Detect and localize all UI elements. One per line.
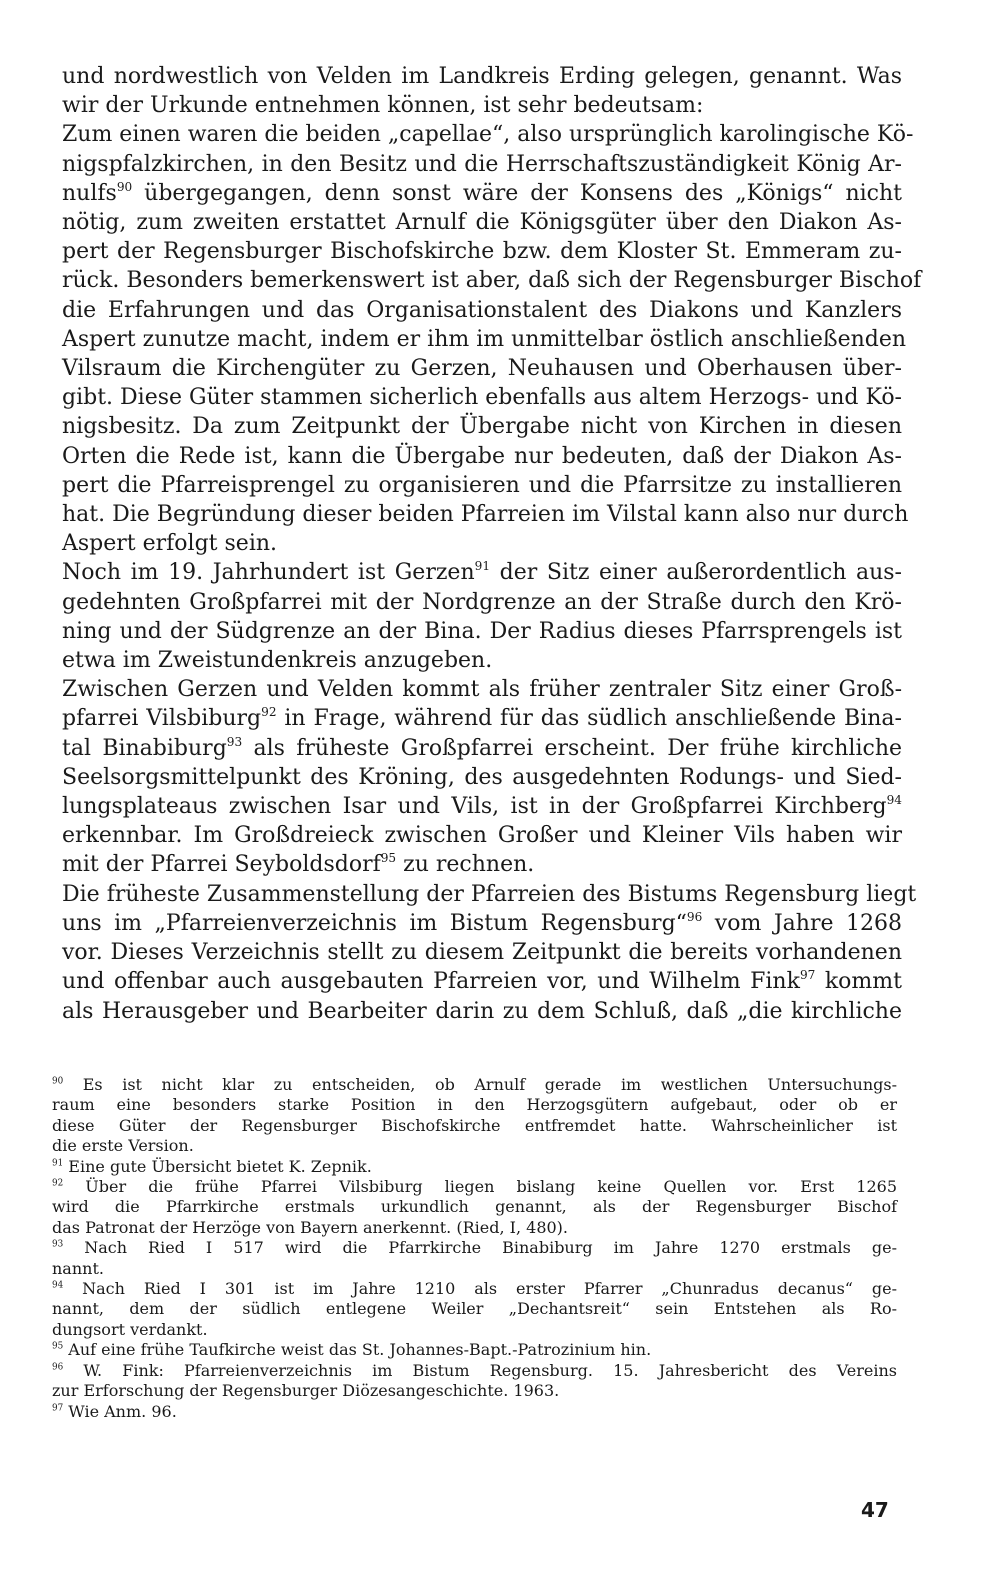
page-number: 47 — [861, 1498, 889, 1522]
footnote-93: $^{93}$ Nach Ried I 517 wird die Pfarrkirche Binabiburg im Jahre 1270 erstmals ge- — [52, 1238, 897, 1258]
footnote-97: $^{97}$ Wie Anm. 96. — [52, 1401, 177, 1421]
text-line: und nordwestlich von Velden im Landkreis Erding gelegen, genannt. Was — [62, 64, 902, 89]
text-line: gibt. Diese Güter stammen sicherlich ebenfalls aus altem Herzogs- und Kö- — [62, 385, 902, 411]
text-line: ning und der Südgrenze an der Bina. Der Radius dieses Pfarrsprengels ist — [62, 618, 902, 644]
main-text — [62, 62, 922, 1026]
text-line: Zum einen waren die beiden „capellae“, also ursprünglich karolingische Kö- — [62, 122, 914, 148]
text-line: Seelsorgsmittelpunkt des Kröning, des ausgedehnten Rodungs- und Sied- — [62, 764, 902, 790]
footnote-line: die erste Version. — [52, 1136, 194, 1156]
text-line: Vilsraum die Kirchengüter zu Gerzen, Neuhausen und Oberhausen über- — [62, 356, 902, 382]
footnote-92: $^{92}$ Über die frühe Pfarrei Vilsbiburg liegen bislang keine Quellen vor. Erst 1265 — [52, 1177, 897, 1197]
text-line: erkennbar. Im Großdreieck zwischen Großer und Kleiner Vils haben wir — [62, 823, 902, 849]
footnote-line: zur Erforschung der Regensburger Diözesangeschichte. 1963. — [52, 1381, 560, 1401]
footnote-90: $^{90}$ Es ist nicht klar zu entscheiden, ob Arnulf gerade im westlichen Untersuchungs- — [52, 1075, 897, 1094]
text-line: und offenbar auch ausgebauten Pfarreien vor, und Wilhelm Fink$^{97}$ kommt — [62, 968, 902, 995]
text-line: mit der Pfarrei Seyboldsdorf$^{95}$ zu rechnen. — [62, 851, 535, 878]
text-line: Aspert zunutze macht, indem er ihm im unmittelbar östlich anschließenden — [62, 326, 907, 352]
text-line: pfarrei Vilsbiburg$^{92}$ in Frage, während für das südlich anschließende Bina- — [62, 705, 902, 732]
text-line: vor. Dieses Verzeichnis stellt zu diesem Zeitpunkt die bereits vorhandenen — [62, 940, 902, 966]
text-line: Die früheste Zusammenstellung der Pfarreien des Bistums Regensburg liegt — [62, 881, 917, 907]
footnote-ref-93: 93 — [226, 734, 243, 749]
text-line: uns im „Pfarreienverzeichnis im Bistum Regensburg“$^{96}$ vom Jahre 1268 — [62, 909, 902, 936]
footnote-ref-96: 96 — [686, 909, 703, 924]
footnote-94: $^{94}$ Nach Ried I 301 ist im Jahre 1210 als erster Pfarrer „Chunradus decanus“ ge- — [52, 1279, 897, 1299]
text-line: Orten die Rede ist, kann die Übergabe nur bedeuten, daß der Diakon As- — [62, 443, 902, 469]
footnote-ref-95: 95 — [380, 851, 397, 866]
text-line: tal Binabiburg$^{93}$ als früheste Großpfarrei erscheint. Der frühe kirchliche — [62, 734, 903, 761]
text-line: lungsplateaus zwischen Isar und Vils, ist in der Großpfarrei Kirchberg$^{94}$ — [62, 793, 902, 820]
text-line: wir der Urkunde entnehmen können, ist sehr bedeutsam: — [62, 93, 704, 119]
footnotes — [52, 1075, 897, 1422]
footnote-line: das Patronat der Herzöge von Bayern anerkennt. (Ried, I, 480). — [52, 1217, 568, 1237]
text-line: pert die Pfarreisprengel zu organisieren und die Pfarrsitze zu installieren — [62, 472, 902, 498]
footnote-96: $^{96}$ W. Fink: Pfarreienverzeichnis im Bistum Regensburg. 15. Jahresbericht des Vereins — [52, 1360, 897, 1380]
footnote-95: $^{95}$ Auf eine frühe Taufkirche weist das St. Johannes-Bapt.-Patrozinium hin. — [52, 1340, 652, 1360]
text-line: hat. Die Begründung dieser beiden Pfarreien im Vilstal kann also nur durch — [62, 502, 909, 528]
text-line: gedehnten Großpfarrei mit der Nordgrenze an der Straße durch den Krö- — [62, 589, 902, 615]
text-line: rück. Besonders bemerkenswert ist aber, daß sich der Regensburger Bischof — [62, 268, 922, 294]
footnote-ref-90: 90 — [116, 179, 133, 194]
footnote-ref-94: 94 — [886, 793, 902, 808]
text-line: nötig, zum zweiten erstattet Arnulf die Königsgüter über den Diakon As- — [62, 210, 902, 236]
text-line: Aspert erfolgt sein. — [62, 531, 278, 557]
footnote-ref-97: 97 — [799, 968, 816, 983]
text-line: nigsbesitz. Da zum Zeitpunkt der Übergabe nicht von Kirchen in diesen — [62, 414, 902, 440]
footnote-line: nannt, dem der südlich entlegene Weiler „Dechantsreit“ sein Entstehen als Ro- — [52, 1299, 897, 1319]
text-line: Zwischen Gerzen und Velden kommt als früher zentraler Sitz einer Groß- — [62, 677, 902, 703]
footnote-ref-91: 91 — [474, 559, 491, 574]
footnote-line: diese Güter der Regensburger Bischofskirche entfremdet hatte. Wahrscheinlicher ist — [52, 1115, 897, 1135]
text-line: etwa im Zweistundenkreis anzugeben. — [62, 648, 493, 674]
text-line: als Herausgeber und Bearbeiter darin zu dem Schluß, daß „die kirchliche — [62, 998, 902, 1024]
footnote-line: dungsort verdankt. — [52, 1319, 208, 1339]
text-line: nulfs$^{90}$ übergegangen, denn sonst wäre der Konsens des „Königs“ nicht — [62, 179, 902, 206]
footnote-line: raum eine besonders starke Position in den Herzogsgütern aufgebaut, oder ob er — [52, 1095, 897, 1115]
footnote-line: wird die Pfarrkirche erstmals urkundlich genannt, als der Regensburger Bischof — [52, 1197, 897, 1217]
text-line: pert der Regensburger Bischofskirche bzw. dem Kloster St. Emmeram zu- — [62, 239, 902, 265]
text-line: Noch im 19. Jahrhundert ist Gerzen$^{91}$ der Sitz einer außerordentlich aus- — [62, 559, 902, 586]
text-line: die Erfahrungen und das Organisationstalent des Diakons und Kanzlers — [62, 297, 902, 323]
text-line: nigspfalzkirchen, in den Besitz und die Herrschaftszuständigkeit König Ar- — [62, 151, 902, 177]
footnote-ref-92: 92 — [261, 705, 277, 720]
footnote-91: $^{91}$ Eine gute Übersicht bietet K. Zepnik. — [52, 1156, 372, 1176]
footnote-line: nannt. — [52, 1258, 104, 1278]
